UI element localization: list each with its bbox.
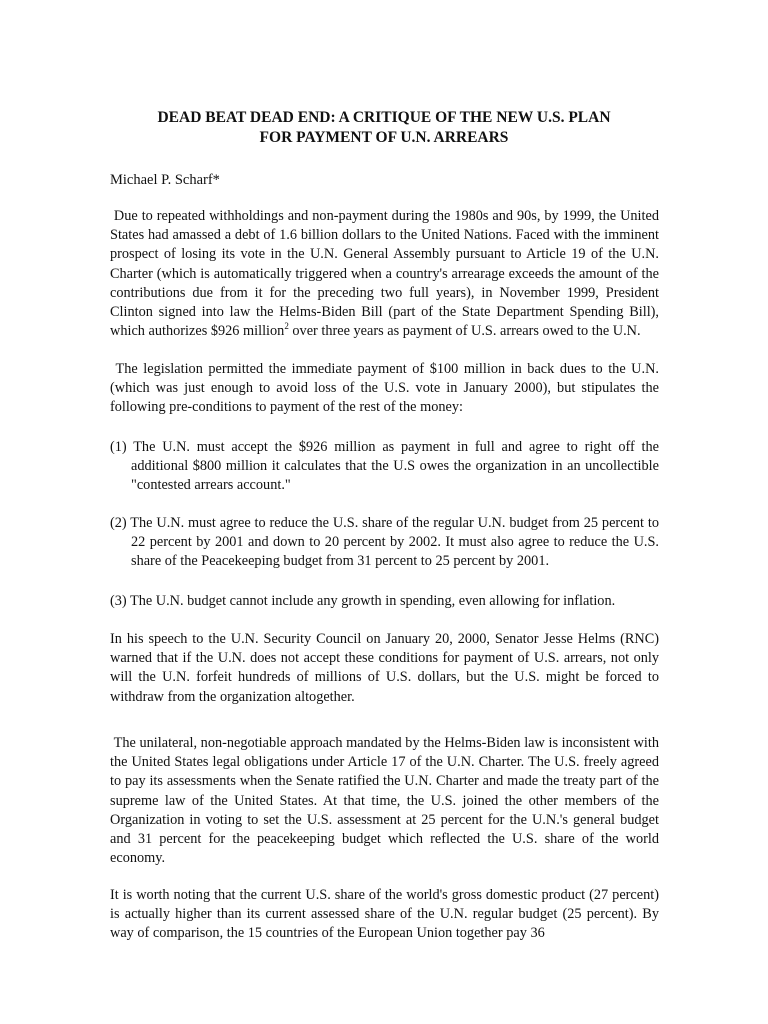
footnote-marker: 2 (284, 321, 289, 332)
paragraph-2: The legislation permitted the immediate payment of $100 million in back dues to the U.N. (which was just enough to avoid loss of the U.S. vote in January 2000), but stipulates the following pre-conditions to payment of the rest of the money: (110, 361, 659, 416)
paragraph-3: In his speech to the U.N. Security Council on January 20, 2000, Senator Jesse Helms (RNC) warned that if the U.N. does not accept these conditions for payment of U.S. arrears, not only will the U.N. forfeit hundreds of millions of U.S. dollars, but the U.S. might be forced to withdraw from the organization altogether. (110, 631, 659, 705)
paragraph-1-text-b: over three years as payment of U.S. arrears owed to the U.N. (288, 323, 641, 340)
paragraph-1 (110, 207, 659, 341)
author-name: Michael P. Scharf* (110, 172, 220, 188)
paragraph-4: The unilateral, non-negotiable approach mandated by the Helms-Biden law is inconsistent with the United States legal obligations under Article 17 of the U.N. Charter. The U.S. freely agreed to pay its assessments when the Senate ratified the U.N. Charter and made the treaty part of the supreme law of the United States. At that time, the U.S. joined the other members of the Organization in voting to set the U.S. assessment at 25 percent for the U.N.'s general budget and 31 percent for the peacekeeping budget which reflected the U.S. share of the world economy. (110, 735, 659, 867)
paragraph-5: It is worth noting that the current U.S. share of the world's gross domestic product (27 percent) is actually higher than its current assessed share of the U.N. regular budget (25 percent). By way of comparison, the 15 countries of the European Union together pay 36 (110, 887, 659, 942)
document-title-line-2: FOR PAYMENT OF U.N. ARREARS (259, 129, 509, 146)
paragraph-1-text-a: Due to repeated withholdings and non-payment during the 1980s and 90s, by 1999, the United States had amassed a debt of 1.6 billion dollars to the United Nations. Faced with the imminent prospect of losing its vote in the U.N. General Assembly pursuant to Article 19 of the U.N. Charter (which is automatically triggered when a country's arrearage exceeds the amount of the contributions due from it for the preceding two full years), in November 1999, President Clinton signed into law the Helms-Biden Bill (part of the State Department Spending Bill), which authorizes $926 million (110, 208, 659, 340)
list-item-1: (1) The U.N. must accept the $926 million as payment in full and agree to right off the additional $800 million it calculates that the U.S owes the organization in an uncollectible "contested arrears account." (110, 439, 659, 494)
document-title-line-1: DEAD BEAT DEAD END: A CRITIQUE OF THE NEW U.S. PLAN (157, 109, 611, 126)
list-item-3: (3) The U.N. budget cannot include any growth in spending, even allowing for inflation. (110, 593, 616, 609)
list-item-2: (2) The U.N. must agree to reduce the U.S. share of the regular U.N. budget from 25 percent to 22 percent by 2001 and down to 20 percent by 2002. It must also agree to reduce the U.S. share of the Peacekeeping budget from 31 percent to 25 percent by 2001. (110, 515, 659, 570)
